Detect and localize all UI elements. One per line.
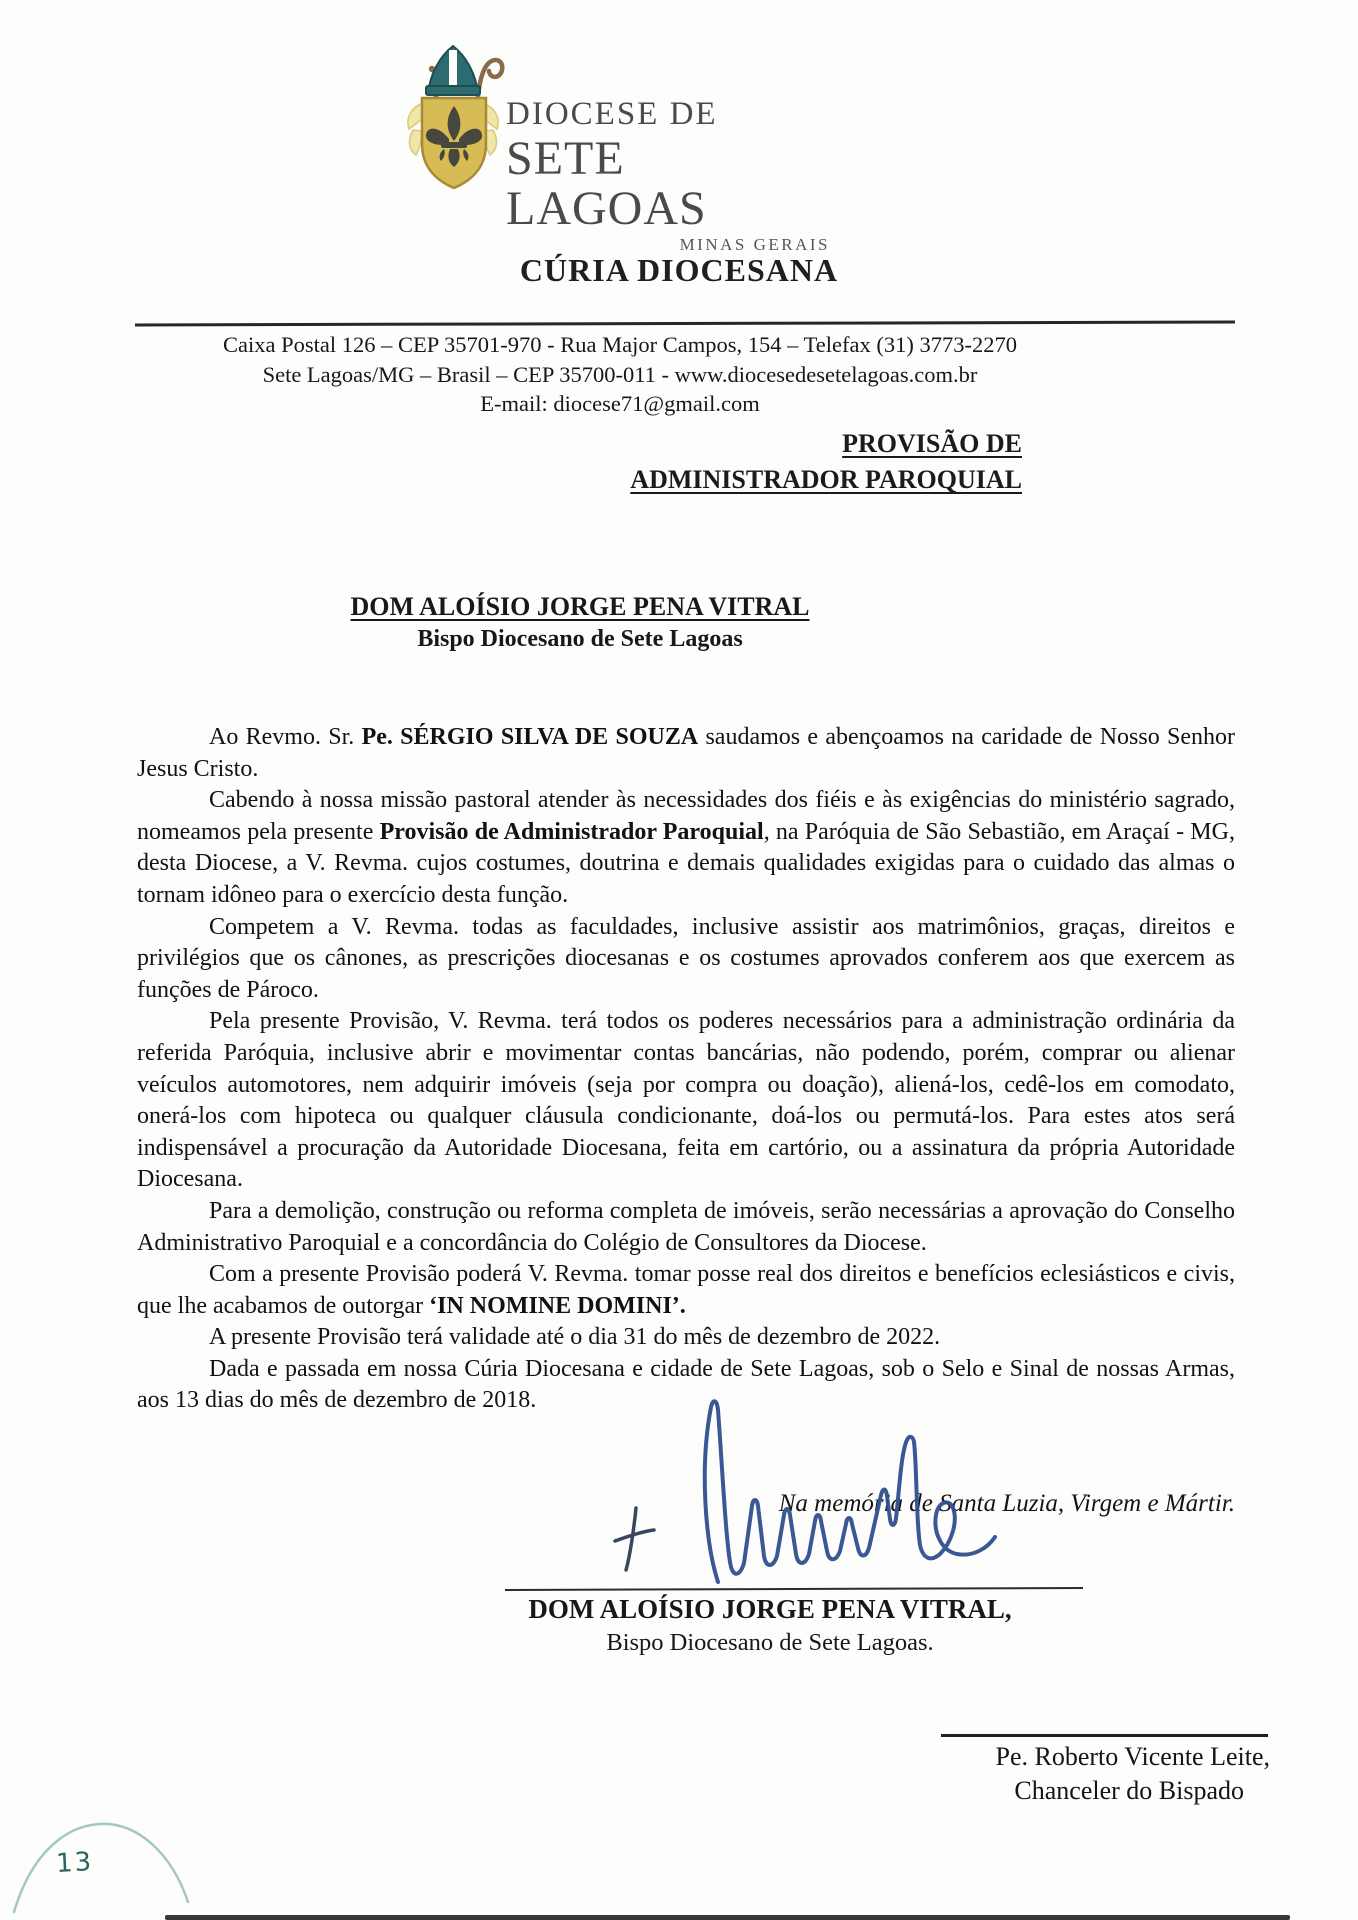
scan-edge-artifact (165, 1915, 1290, 1920)
author-block (300, 592, 860, 653)
memorial-note: Na memória de Santa Luzia, Virgem e Mártir. (778, 1490, 1235, 1517)
chancellor-role: Chanceler do Bispado (1014, 1776, 1244, 1805)
signer-role: Bispo Diocesano de Sete Lagoas. (606, 1629, 934, 1656)
address-line-3: E-mail: diocese71@gmail.com (480, 391, 760, 416)
chancellor-signature-line (941, 1734, 1268, 1737)
body-paragraph: Pela presente Provisão, V. Revma. terá todos os poderes necessários para a administração ordinária da referida Paróquia, inclusive abrir e movimentar contas bancárias, não podendo, porém, comprar ou alienar veículos automotores, nem adquirir imóveis (seja por compra ou doação), aliená-los, cedê-los em comodato, onerá-los com hipoteca ou qualquer cláusula condicionante, doá-los ou permutá-los. Para estes atos será indispensável a procuração da Autoridade Diocesana, feita em cartório, ou a assinatura da própria Autoridade Diocesana. (137, 1008, 1235, 1193)
document-title-line1: PROVISÃO DE (842, 429, 1022, 458)
body-paragraph: Cabendo à nossa missão pastoral atender às necessidades dos fiéis e às exigências do ministério sagrado, nomeamos pela presente Provisão de Administrador Paroquial, na Paróquia de São Sebastião, em Araçaí - MG, desta Diocese, a V. Revma. cujos costumes, doutrina e demais qualidades exigidas para o cuidado das almas o tornam idôneo para o exercício desta função. (137, 787, 1235, 908)
header-divider (135, 321, 1235, 327)
signer-block (440, 1594, 1100, 1657)
body-paragraph: Competem a V. Revma. todas as faculdades, inclusive assistir aos matrimônios, graças, direitos e privilégios que os cânones, as prescrições diocesanas e os costumes aprovados conferem aos que exercem as funções de Pároco. (137, 913, 1235, 1003)
page-number: 13 (55, 1847, 94, 1879)
document-title (560, 426, 1022, 498)
department-heading: CÚRIA DIOCESANA (519, 252, 839, 288)
coat-of-arms-icon (396, 40, 512, 196)
org-name-line1: DIOCESE DE (506, 96, 718, 132)
org-name-line3: MINAS GERAIS (679, 235, 830, 254)
body-paragraph: Dada e passada em nossa Cúria Diocesana e cidade de Sete Lagoas, sob o Selo e Sinal de nossas Armas, aos 13 dias do mês de dezembro de 2018. (137, 1355, 1235, 1414)
document-body (137, 722, 1235, 1417)
signature-line (505, 1587, 1083, 1591)
shield-icon (422, 98, 486, 188)
org-name-line2: SETE LAGOAS (506, 132, 707, 235)
chancellor-name: Pe. Roberto Vicente Leite, (995, 1742, 1270, 1771)
signer-name: DOM ALOÍSIO JORGE PENA VITRAL, (528, 1594, 1012, 1624)
body-paragraph: Com a presente Provisão poderá V. Revma. tomar posse real dos direitos e benefícios eclesiásticos e civis, que lhe acabamos de outorgar ‘IN NOMINE DOMINI’. (137, 1261, 1235, 1319)
document-title-line2: ADMINISTRADOR PAROQUIAL (630, 465, 1022, 494)
body-paragraph: A presente Provisão terá validade até o dia 31 do mês de dezembro de 2022. (209, 1324, 941, 1351)
body-paragraph: Ao Revmo. Sr. Pe. SÉRGIO SILVA DE SOUZA saudamos e abençoamos na caridade de Nosso Senhor Jesus Cristo. (137, 724, 1235, 782)
address-line-1: Caixa Postal 126 – CEP 35701-970 - Rua Major Campos, 154 – Telefax (31) 3773-2270 (223, 332, 1017, 357)
org-name-block (506, 96, 830, 255)
body-paragraph: Para a demolição, construção ou reforma completa de imóveis, serão necessárias a aprovação do Conselho Administrativo Paroquial e a concordância do Colégio de Consultores da Diocese. (137, 1197, 1235, 1256)
chancellor-block (870, 1740, 1270, 1808)
mitre-icon (426, 46, 480, 95)
author-name: DOM ALOÍSIO JORGE PENA VITRAL (350, 592, 810, 621)
author-role: Bispo Diocesano de Sete Lagoas (417, 626, 743, 652)
address-line-2: Sete Lagoas/MG – Brasil – CEP 35700-011 - www.diocesedesetelagoas.com.br (262, 362, 978, 387)
